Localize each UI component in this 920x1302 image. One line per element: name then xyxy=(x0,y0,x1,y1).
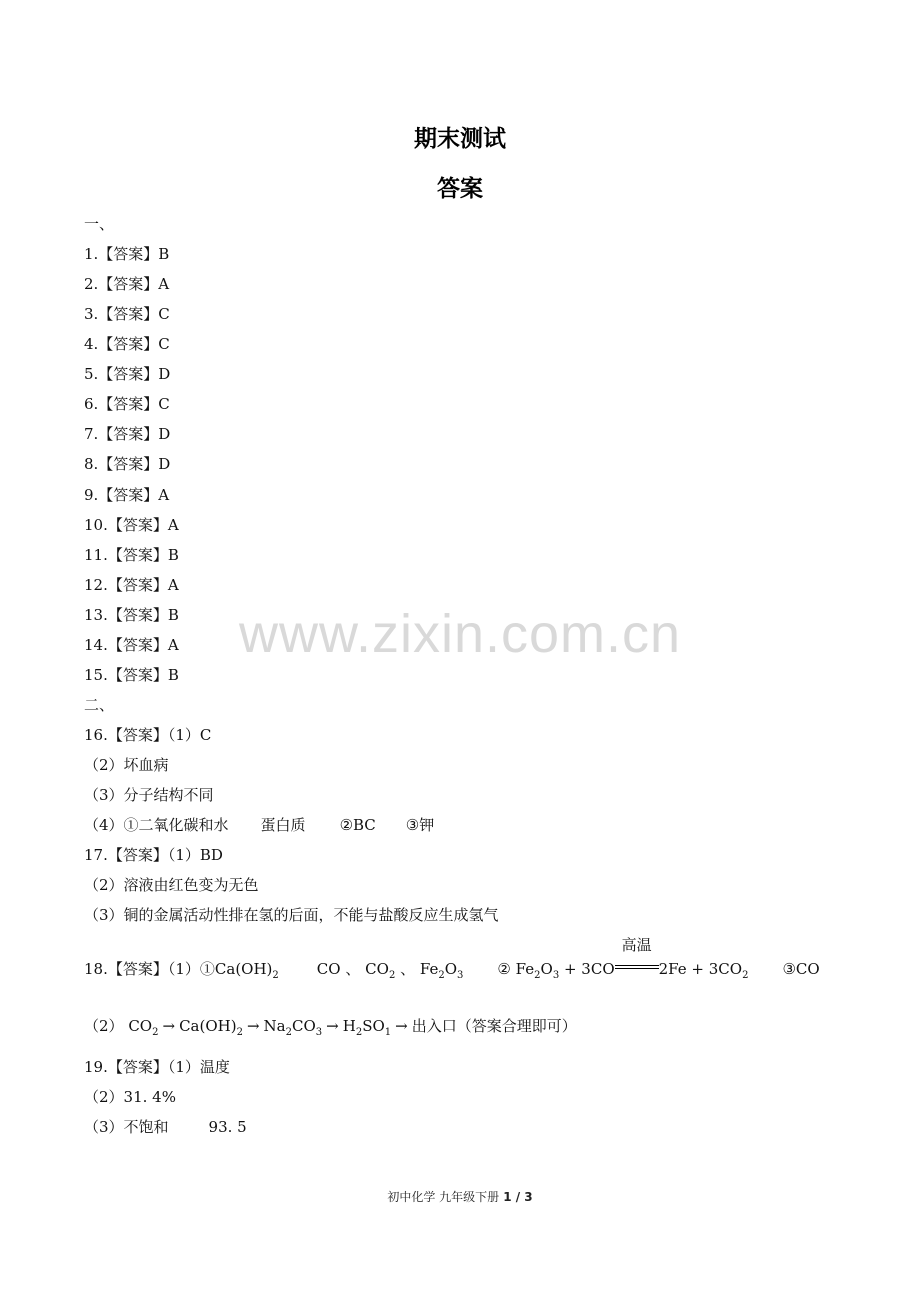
list-item: 1.【答案】B xyxy=(84,245,170,263)
formula-co: CO xyxy=(316,960,341,978)
answer-16-4a: （4）①二氧化碳和水 xyxy=(84,816,229,834)
list-item: 4.【答案】C xyxy=(84,335,170,354)
list-item: 7.【答案】D xyxy=(84,425,171,444)
arrow-icon: → xyxy=(395,1017,408,1035)
answer-16-part4 xyxy=(84,815,434,835)
answer-18-part3: ③CO xyxy=(782,960,820,978)
answer-16-4c: ②BC xyxy=(339,816,376,834)
page-title: 期末测试 xyxy=(414,126,506,152)
watermark: www.zixin.com.cn xyxy=(238,604,682,664)
separator: 、 xyxy=(400,960,416,978)
list-item: 5.【答案】D xyxy=(84,365,171,384)
list-item: 8.【答案】D xyxy=(84,455,171,474)
formula-h2so4: $H_2SO_1$ xyxy=(342,1017,392,1038)
answer-16-part2: （2）坏血病 xyxy=(84,756,169,774)
page-number: 1 / 3 xyxy=(503,1190,533,1204)
list-item: 13.【答案】B xyxy=(84,605,179,624)
answer-16-4b: 蛋白质 xyxy=(260,816,306,834)
answer-19-3a: （3）不饱和 xyxy=(84,1118,169,1136)
answer-18-part2 xyxy=(84,1016,577,1036)
arrow-icon: → xyxy=(162,1017,176,1035)
reaction-equation: ② $Fe_2O_3 + 3CO$ 高温 $2Fe + 3CO_2$ xyxy=(497,936,749,981)
list-item: 14.【答案】A xyxy=(84,635,179,654)
answer-19-part1: 19.【答案】（1）温度 xyxy=(84,1058,230,1076)
answer-19-part3 xyxy=(84,1117,247,1137)
list-item: 10.【答案】A xyxy=(84,515,179,534)
answer-16-part1: 16.【答案】（1）C xyxy=(84,726,212,744)
answer-17-part1: 17.【答案】（1）BD xyxy=(84,846,223,864)
list-item: 3.【答案】C xyxy=(84,305,170,324)
answer-16-4d: ③钾 xyxy=(405,816,435,834)
answer-19-3b: 93. 5 xyxy=(208,1118,247,1136)
answer-18-prefix: 18.【答案】（1）① xyxy=(84,960,215,978)
section-heading-2: 二、 xyxy=(84,696,115,714)
page-footer xyxy=(0,1188,920,1205)
chain-end: 出入口（答案合理即可） xyxy=(411,1017,577,1035)
answer-17-part2: （2）溶液由红色变为无色 xyxy=(84,876,259,894)
list-item: 2.【答案】A xyxy=(84,275,170,294)
separator: 、 xyxy=(345,960,361,978)
formula-fe2o3: $Fe_2O_3$ xyxy=(419,960,464,981)
list-item: 9.【答案】A xyxy=(84,485,170,504)
list-item: 6.【答案】C xyxy=(84,395,170,414)
list-item: 12.【答案】A xyxy=(84,575,179,594)
footer-text: 初中化学 九年级下册 xyxy=(387,1190,500,1204)
answer-18-2-prefix: （2） xyxy=(84,1017,124,1035)
reaction-condition: 高温 xyxy=(615,956,659,974)
answer-19-part2: （2）31. 4% xyxy=(84,1088,176,1106)
section-heading-1: 一、 xyxy=(84,215,115,233)
arrow-icon: → xyxy=(246,1017,260,1035)
answer-18-part1 xyxy=(84,936,820,981)
page-subtitle: 答案 xyxy=(437,176,483,202)
formula-caoh2: $Ca(OH)_2$ xyxy=(214,960,279,981)
answer-17-part3: （3）铜的金属活动性排在氢的后面，不能与盐酸反应生成氢气 xyxy=(84,906,499,924)
list-item: 11.【答案】B xyxy=(84,545,179,564)
answer-16-part3: （3）分子结构不同 xyxy=(84,786,214,804)
formula-co2: $CO_2$ xyxy=(365,960,396,981)
arrow-icon: → xyxy=(326,1017,339,1035)
formula-caoh2: $Ca(OH)_2$ xyxy=(179,1017,243,1038)
list-item: 15.【答案】B xyxy=(84,665,179,684)
formula-co2: $CO_2$ xyxy=(128,1017,159,1038)
formula-na2co3: $Na_2CO_3$ xyxy=(263,1017,323,1038)
